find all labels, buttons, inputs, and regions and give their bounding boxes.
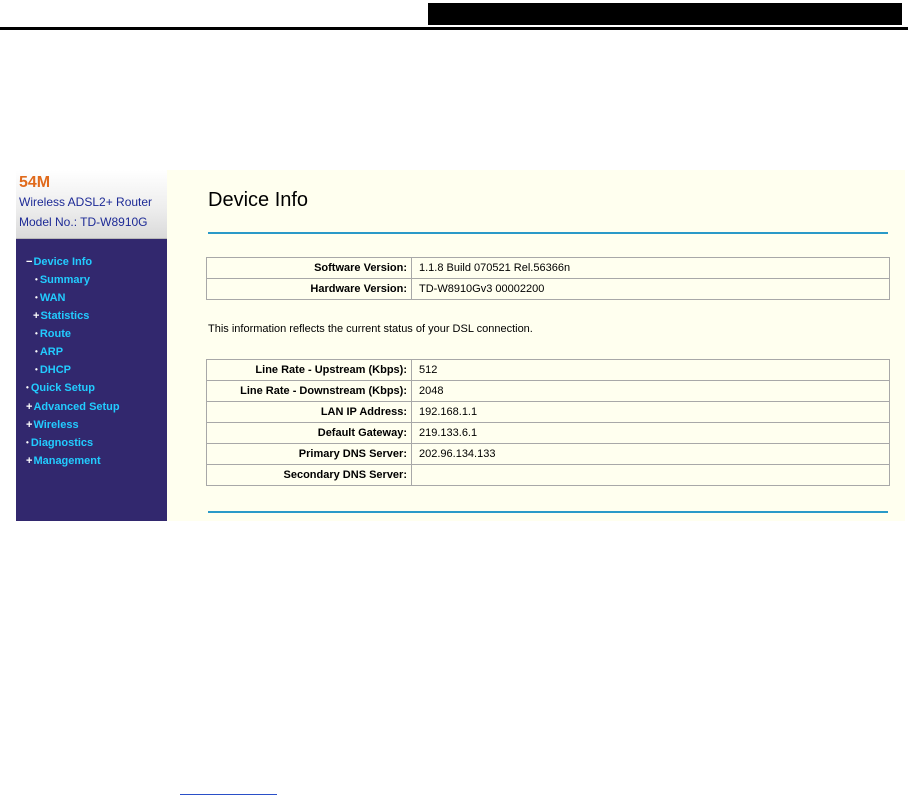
version-table bbox=[206, 257, 890, 300]
nav-item-label: Statistics bbox=[40, 310, 90, 322]
default-gateway-value: 219.133.6.1 bbox=[412, 423, 890, 444]
bullet-icon: • bbox=[35, 275, 38, 284]
nav-item-summary[interactable] bbox=[35, 272, 90, 288]
lan-ip-label: LAN IP Address: bbox=[207, 402, 412, 423]
secondary-dns-value bbox=[412, 465, 890, 486]
model-value: TD-W8910G bbox=[80, 215, 148, 229]
title-divider bbox=[208, 232, 888, 234]
nav-item-advanced-setup[interactable] bbox=[26, 399, 120, 415]
nav-item-route[interactable] bbox=[35, 326, 71, 342]
bullet-icon: • bbox=[35, 293, 38, 302]
table-row bbox=[207, 444, 890, 465]
table-row bbox=[207, 402, 890, 423]
bullet-icon: • bbox=[26, 438, 29, 447]
brand-model bbox=[19, 215, 148, 229]
software-version-value: 1.1.8 Build 070521 Rel.56366n bbox=[412, 258, 890, 279]
nav-item-label: Summary bbox=[39, 274, 90, 286]
nav-item-label: Route bbox=[39, 328, 71, 340]
table-row bbox=[207, 258, 890, 279]
model-label: Model No.: bbox=[19, 215, 81, 229]
table-row bbox=[207, 360, 890, 381]
expand-icon: + bbox=[33, 310, 40, 322]
collapse-icon: − bbox=[26, 256, 33, 268]
status-note: This information reflects the current status of your DSL connection. bbox=[208, 323, 533, 335]
nav-item-quick-setup[interactable] bbox=[26, 380, 95, 396]
nav-item-label: ARP bbox=[39, 346, 64, 358]
expand-icon: + bbox=[26, 455, 33, 467]
expand-icon: + bbox=[26, 419, 33, 431]
downstream-rate-label: Line Rate - Downstream (Kbps): bbox=[207, 381, 412, 402]
bullet-icon: • bbox=[35, 347, 38, 356]
table-row bbox=[207, 279, 890, 300]
brand-series: 54M bbox=[19, 174, 51, 191]
table-row bbox=[207, 381, 890, 402]
nav-item-wireless[interactable] bbox=[26, 417, 79, 433]
main-content bbox=[167, 170, 905, 521]
sidebar bbox=[16, 170, 167, 521]
bullet-icon: • bbox=[26, 383, 29, 392]
nav-item-label: Device Info bbox=[33, 256, 93, 268]
nav-item-label: Advanced Setup bbox=[33, 401, 120, 413]
lan-ip-value: 192.168.1.1 bbox=[412, 402, 890, 423]
default-gateway-label: Default Gateway: bbox=[207, 423, 412, 444]
downstream-rate-value: 2048 bbox=[412, 381, 890, 402]
nav-item-label: WAN bbox=[39, 292, 66, 304]
status-table bbox=[206, 359, 890, 486]
secondary-dns-label: Secondary DNS Server: bbox=[207, 465, 412, 486]
table-row bbox=[207, 423, 890, 444]
primary-dns-value: 202.96.134.133 bbox=[412, 444, 890, 465]
nav-item-arp[interactable] bbox=[35, 344, 63, 360]
nav-item-dhcp[interactable] bbox=[35, 362, 71, 378]
nav-item-management[interactable] bbox=[26, 453, 101, 469]
nav-item-diagnostics[interactable] bbox=[26, 435, 93, 451]
expand-icon: + bbox=[26, 401, 33, 413]
document-header-bar bbox=[428, 3, 902, 25]
bullet-icon: • bbox=[35, 329, 38, 338]
bullet-icon: • bbox=[35, 365, 38, 374]
page-title: Device Info bbox=[208, 189, 309, 211]
primary-dns-label: Primary DNS Server: bbox=[207, 444, 412, 465]
hardware-version-label: Hardware Version: bbox=[207, 279, 412, 300]
hardware-version-value: TD-W8910Gv3 00002200 bbox=[412, 279, 890, 300]
nav-item-statistics[interactable] bbox=[33, 308, 89, 324]
nav-item-label: DHCP bbox=[39, 364, 71, 376]
software-version-label: Software Version: bbox=[207, 258, 412, 279]
brand-product: Wireless ADSL2+ Router bbox=[19, 195, 153, 209]
upstream-rate-value: 512 bbox=[412, 360, 890, 381]
nav-item-device-info[interactable] bbox=[26, 254, 92, 270]
bottom-divider bbox=[208, 511, 888, 513]
table-row bbox=[207, 465, 890, 486]
document-header-rule bbox=[0, 27, 908, 30]
nav-item-wan[interactable] bbox=[35, 290, 65, 306]
upstream-rate-label: Line Rate - Upstream (Kbps): bbox=[207, 360, 412, 381]
router-web-ui bbox=[16, 170, 905, 521]
brand-logo bbox=[16, 170, 167, 239]
nav-item-label: Quick Setup bbox=[30, 382, 95, 394]
nav-item-label: Diagnostics bbox=[30, 437, 94, 449]
nav-item-label: Management bbox=[33, 455, 101, 467]
nav-item-label: Wireless bbox=[33, 419, 79, 431]
